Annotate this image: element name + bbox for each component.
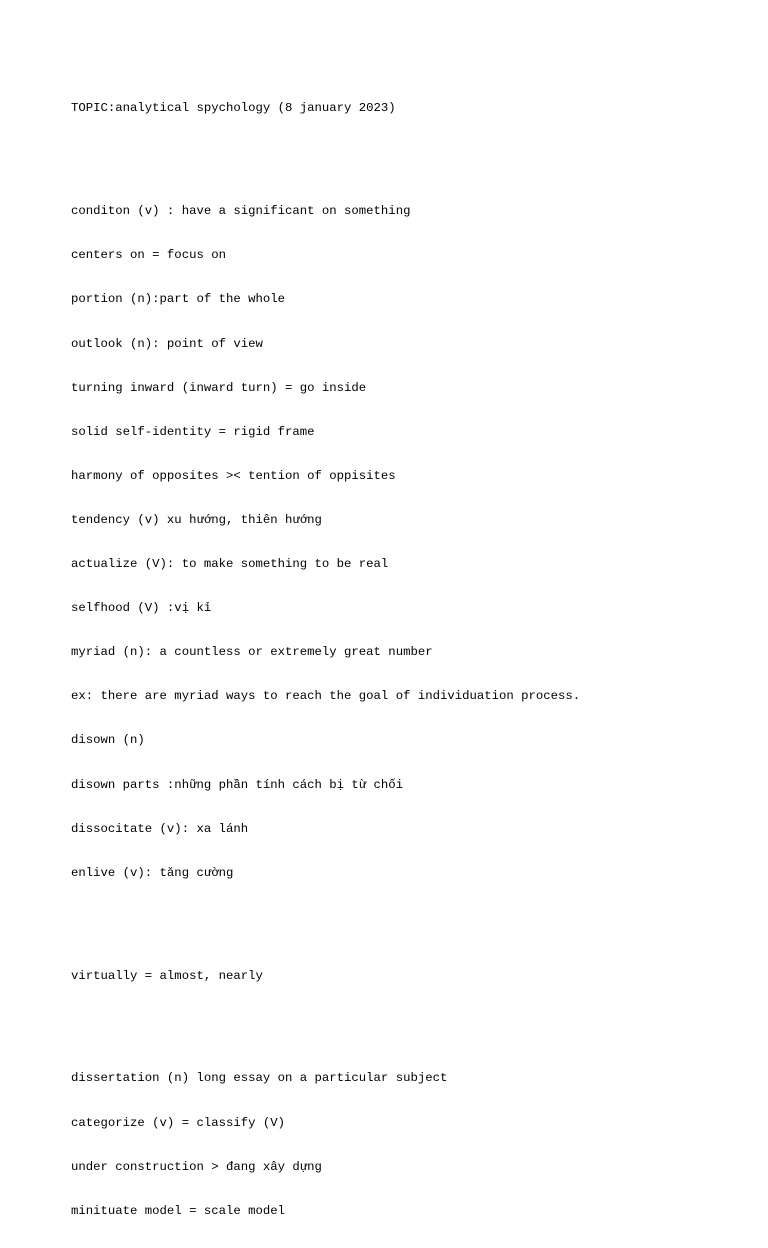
document-title: TOPIC:analytical spychology (8 january 2023): [71, 101, 396, 116]
vocab-line: dissocitate (v): xa lánh: [71, 821, 249, 836]
vocab-line: minituate model = scale model: [71, 1203, 286, 1218]
vocab-line: centers on = focus on: [71, 248, 226, 263]
blank-line: [71, 1013, 751, 1028]
vocab-line: harmony of opposites >< tention of oppisites: [71, 468, 396, 483]
vocab-line: myriad (n): a countless or extremely great number: [71, 645, 433, 660]
vocab-line: tendency (v) xu hướng, thiên hướng: [71, 512, 322, 527]
vocab-line: selfhood (V) :vị kỉ: [71, 601, 212, 616]
vocab-line: disown (n): [71, 733, 145, 748]
vocab-line: categorize (v) = classify (V): [71, 1115, 286, 1130]
vocab-line: outlook (n): point of view: [71, 336, 263, 351]
vocab-line: turning inward (inward turn) = go inside: [71, 380, 367, 395]
example-line: ex: there are myriad ways to reach the goal of individuation process.: [71, 689, 581, 704]
vocab-line: disown parts :những phần tính cách bị từ chối: [71, 777, 404, 792]
vocab-line: portion (n):part of the whole: [71, 292, 286, 307]
vocab-line: enlive (v): tăng cường: [71, 865, 234, 880]
vocab-line: actualize (V): to make something to be real: [71, 557, 389, 572]
vocab-line: solid self-identity = rigid frame: [71, 424, 315, 439]
blank-line: [71, 146, 751, 161]
document-body: [71, 72, 751, 1248]
vocab-line: conditon (v) : have a significant on something: [71, 204, 411, 219]
vocab-line: virtually = almost, nearly: [71, 968, 263, 983]
vocab-line: under construction > đang xây dựng: [71, 1159, 322, 1174]
vocab-line: dissertation (n) long essay on a particular subject: [71, 1071, 448, 1086]
blank-line: [71, 910, 751, 925]
